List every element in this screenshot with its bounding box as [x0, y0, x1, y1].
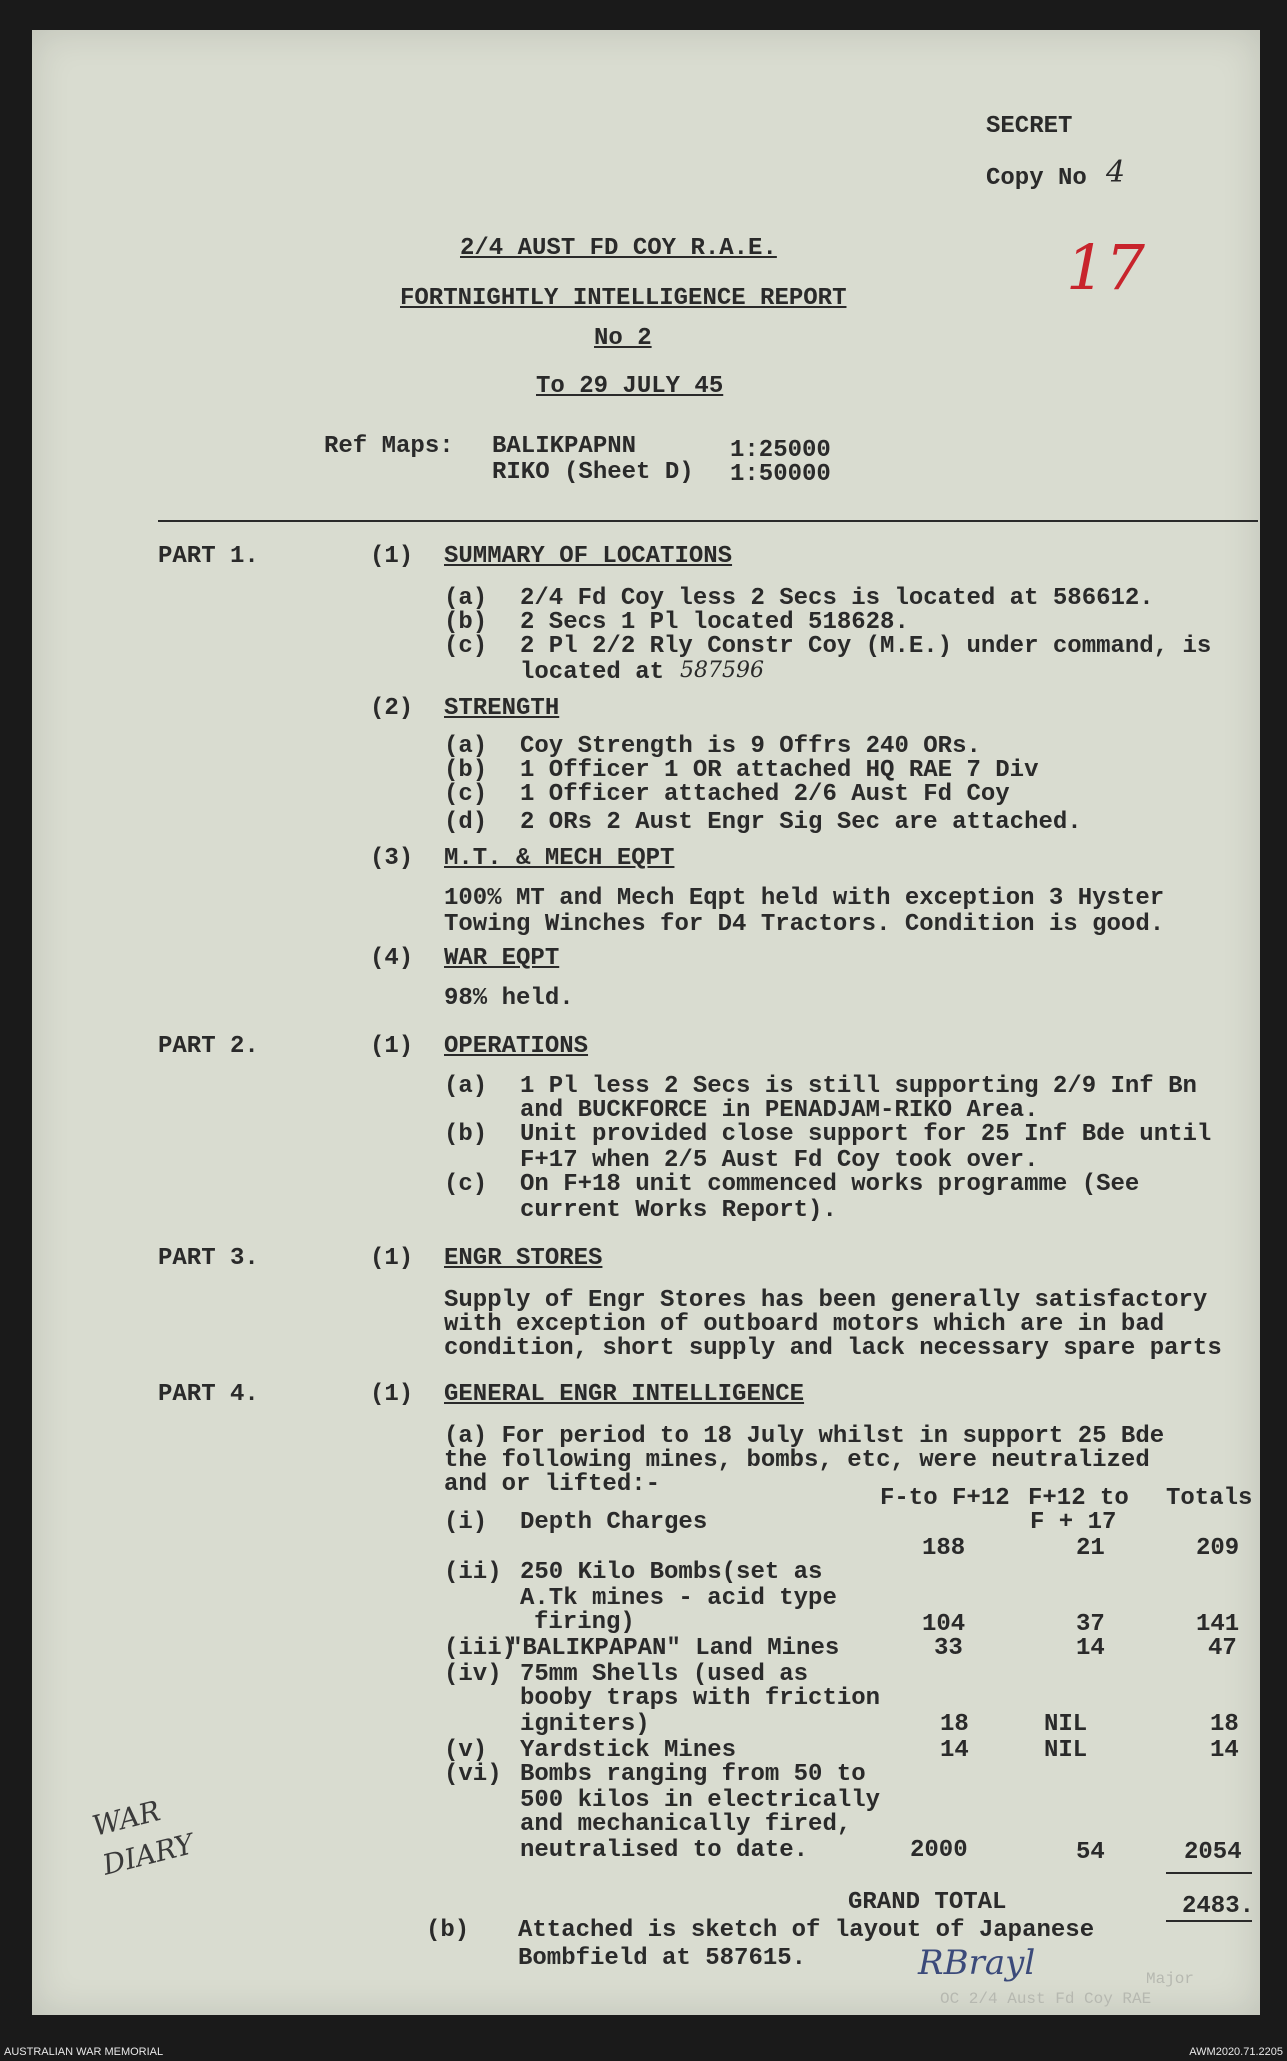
- margin-note-line1: WAR: [88, 1794, 164, 1843]
- row-6-line-4: neutralised to date.: [520, 1837, 809, 1864]
- part1-s2-d-text: 2 ORs 2 Aust Engr Sig Sec are attached.: [520, 809, 1082, 836]
- secret-label: SECRET: [986, 113, 1073, 140]
- signature-role2: OC 2/4 Aust Fd Coy RAE: [940, 1990, 1152, 2008]
- part1-s4-text: 98% held.: [444, 985, 574, 1012]
- part2-b-text2: F+17 when 2/5 Aust Fd Coy took over.: [520, 1147, 1039, 1174]
- part1-s2-b-num: (b): [444, 757, 488, 784]
- part1-s1-c-num: (c): [444, 633, 488, 660]
- part4-b-text2: Bombfield at 587615.: [518, 1945, 807, 1972]
- row-1-num: (i): [444, 1509, 488, 1536]
- part1-s2-d-num: (d): [444, 809, 488, 836]
- row-4-line-3: igniters): [520, 1711, 650, 1738]
- part1-s2-a-text: Coy Strength is 9 Offrs 240 ORs.: [520, 733, 981, 760]
- part3-s1-title: ENGR STORES: [444, 1245, 603, 1272]
- row-3-c3: 47: [1208, 1635, 1237, 1662]
- part4-b-num: (b): [426, 1917, 470, 1944]
- part2-c-num: (c): [444, 1171, 488, 1198]
- row-5-line-1: Yardstick Mines: [520, 1737, 737, 1764]
- part1-s4-title: WAR EQPT: [444, 945, 560, 972]
- part1-s2-a-num: (a): [444, 733, 488, 760]
- part4-a-text3: and or lifted:-: [444, 1471, 661, 1498]
- part1-s3-title: M.T. & MECH EQPT: [444, 845, 675, 872]
- part1-s1-b-num: (b): [444, 609, 488, 636]
- row-2-c3: 141: [1196, 1611, 1240, 1638]
- part1-s2-b-text: 1 Officer 1 OR attached HQ RAE 7 Div: [520, 757, 1039, 784]
- part2-a-text1: 1 Pl less 2 Secs is still supporting 2/9 Inf Bn: [520, 1073, 1197, 1100]
- part1-s2-c-num: (c): [444, 781, 488, 808]
- ref-map-2: RIKO (Sheet D): [492, 459, 694, 486]
- part4-s1-title: GENERAL ENGR INTELLIGENCE: [444, 1381, 805, 1408]
- signature-role1: Major: [1146, 1970, 1195, 1988]
- part1-s1-a-num: (a): [444, 585, 488, 612]
- title-unit: 2/4 AUST FD COY R.A.E.: [460, 235, 777, 262]
- row-1-c2: 21: [1076, 1535, 1105, 1562]
- title-number: No 2: [594, 325, 652, 352]
- row-1-line-1: Depth Charges: [520, 1509, 708, 1536]
- part1-label: PART 1.: [158, 543, 259, 570]
- part4-s1-num: (1): [370, 1381, 414, 1408]
- copy-no-handwritten: 4: [1106, 155, 1126, 190]
- ref-maps-label: Ref Maps:: [324, 433, 454, 460]
- title-date: To 29 JULY 45: [536, 373, 724, 400]
- row-6-line-1: Bombs ranging from 50 to: [520, 1761, 866, 1788]
- row-3-c2: 14: [1076, 1635, 1105, 1662]
- row-1-c1: 188: [922, 1535, 966, 1562]
- part2-c-text2: current Works Report).: [520, 1197, 837, 1224]
- row-2-num: (ii): [444, 1559, 502, 1586]
- red-handwritten-number: 17: [1066, 231, 1145, 304]
- row-2-c1: 104: [922, 1611, 966, 1638]
- row-6-num: (vi): [444, 1761, 502, 1788]
- part1-s1-num: (1): [370, 543, 414, 570]
- row-5-c2: NIL: [1044, 1737, 1088, 1764]
- grand-total-value: 2483.: [1182, 1893, 1255, 1920]
- row-6-c3: 2054: [1184, 1839, 1242, 1866]
- part1-s1-c-handwritten: 587596: [680, 658, 764, 683]
- part1-s3-num: (3): [370, 845, 414, 872]
- row-6-line-3: and mechanically fired,: [520, 1811, 852, 1838]
- part1-s3-text2: Towing Winches for D4 Tractors. Condition is good.: [444, 911, 1165, 938]
- row-2-line-3: firing): [534, 1609, 635, 1636]
- col-header-1: F-to F+12: [880, 1485, 1010, 1512]
- row-4-c2: NIL: [1044, 1711, 1088, 1738]
- part3-label: PART 3.: [158, 1245, 259, 1272]
- grand-total-label: GRAND TOTAL: [848, 1889, 1007, 1916]
- row-3-line-1: "BALIKPAPAN" Land Mines: [508, 1635, 840, 1662]
- row-4-c1: 18: [940, 1711, 969, 1738]
- footer-archive-name: AUSTRALIAN WAR MEMORIAL: [4, 2046, 164, 2058]
- row-4-c3: 18: [1210, 1711, 1239, 1738]
- ref-map-1: BALIKPAPNN: [492, 433, 637, 460]
- row-6-c1: 2000: [910, 1837, 968, 1864]
- part3-text3: condition, short supply and lack necessary spare parts: [444, 1335, 1222, 1362]
- row-2-line-1: 250 Kilo Bombs(set as: [520, 1559, 823, 1586]
- part1-s1-c-text: 2 Pl 2/2 Rly Constr Coy (M.E.) under command, is: [520, 633, 1212, 660]
- row-3-c1: 33: [934, 1635, 963, 1662]
- row-1-c3: 209: [1196, 1535, 1240, 1562]
- row-6-c2: 54: [1076, 1839, 1105, 1866]
- part3-s1-num: (1): [370, 1245, 414, 1272]
- part2-b-text1: Unit provided close support for 25 Inf Bde until: [520, 1121, 1212, 1148]
- row-5-num: (v): [444, 1737, 488, 1764]
- part1-s1-c-text2: located at: [520, 659, 665, 686]
- part1-s2-title: STRENGTH: [444, 695, 560, 722]
- part1-s2-c-text: 1 Officer attached 2/6 Aust Fd Coy: [520, 781, 1010, 808]
- part1-s2-num: (2): [370, 695, 414, 722]
- row-6-line-2: 500 kilos in electrically: [520, 1787, 881, 1814]
- row-5-c1: 14: [940, 1737, 969, 1764]
- part2-s1-title: OPERATIONS: [444, 1033, 589, 1060]
- ref-scale-2: 1:50000: [730, 461, 831, 488]
- signature: RBrayl: [918, 1943, 1036, 1983]
- part1-s3-text1: 100% MT and Mech Eqpt held with exception 3 Hyster: [444, 885, 1165, 912]
- copy-no-label: Copy No: [986, 165, 1087, 192]
- part4-b-text1: Attached is sketch of layout of Japanese: [518, 1917, 1095, 1944]
- subtotal-rule: [1166, 1872, 1252, 1874]
- row-2-line-2: A.Tk mines - acid type: [520, 1585, 837, 1612]
- part2-a-text2: and BUCKFORCE in PENADJAM-RIKO Area.: [520, 1097, 1039, 1124]
- part4-a-text1: (a) For period to 18 July whilst in support 25 Bde: [444, 1423, 1165, 1450]
- part1-s4-num: (4): [370, 945, 414, 972]
- part4-label: PART 4.: [158, 1381, 259, 1408]
- grand-total-rule: [1166, 1920, 1252, 1922]
- part2-a-num: (a): [444, 1073, 488, 1100]
- col-header-2a: F+12 to: [1028, 1485, 1129, 1512]
- part1-s1-title: SUMMARY OF LOCATIONS: [444, 543, 733, 570]
- title-report: FORTNIGHTLY INTELLIGENCE REPORT: [400, 285, 847, 312]
- part3-text2: with exception of outboard motors which are in bad: [444, 1311, 1165, 1338]
- part1-s1-a-text: 2/4 Fd Coy less 2 Secs is located at 586612.: [520, 585, 1154, 612]
- row-4-line-1: 75mm Shells (used as: [520, 1661, 809, 1688]
- part3-text1: Supply of Engr Stores has been generally satisfactory: [444, 1287, 1208, 1314]
- ref-scale-1: 1:25000: [730, 437, 831, 464]
- margin-note-line2: DIARY: [99, 1827, 197, 1882]
- row-2-c2: 37: [1076, 1611, 1105, 1638]
- part1-s1-b-text: 2 Secs 1 Pl located 518628.: [520, 609, 909, 636]
- part2-s1-num: (1): [370, 1033, 414, 1060]
- row-3-num: (iii): [444, 1635, 517, 1662]
- part2-b-num: (b): [444, 1121, 488, 1148]
- row-5-c3: 14: [1210, 1737, 1239, 1764]
- row-4-num: (iv): [444, 1661, 502, 1688]
- footer-accession-id: AWM2020.71.2205: [1189, 2046, 1283, 2058]
- divider-rule: [158, 520, 1258, 522]
- col-header-2b: F + 17: [1030, 1509, 1117, 1536]
- part4-a-text2: the following mines, bombs, etc, were neutralized: [444, 1447, 1150, 1474]
- col-header-3: Totals: [1166, 1485, 1253, 1512]
- part2-c-text1: On F+18 unit commenced works programme (See: [520, 1171, 1140, 1198]
- part2-label: PART 2.: [158, 1033, 259, 1060]
- row-4-line-2: booby traps with friction: [520, 1685, 881, 1712]
